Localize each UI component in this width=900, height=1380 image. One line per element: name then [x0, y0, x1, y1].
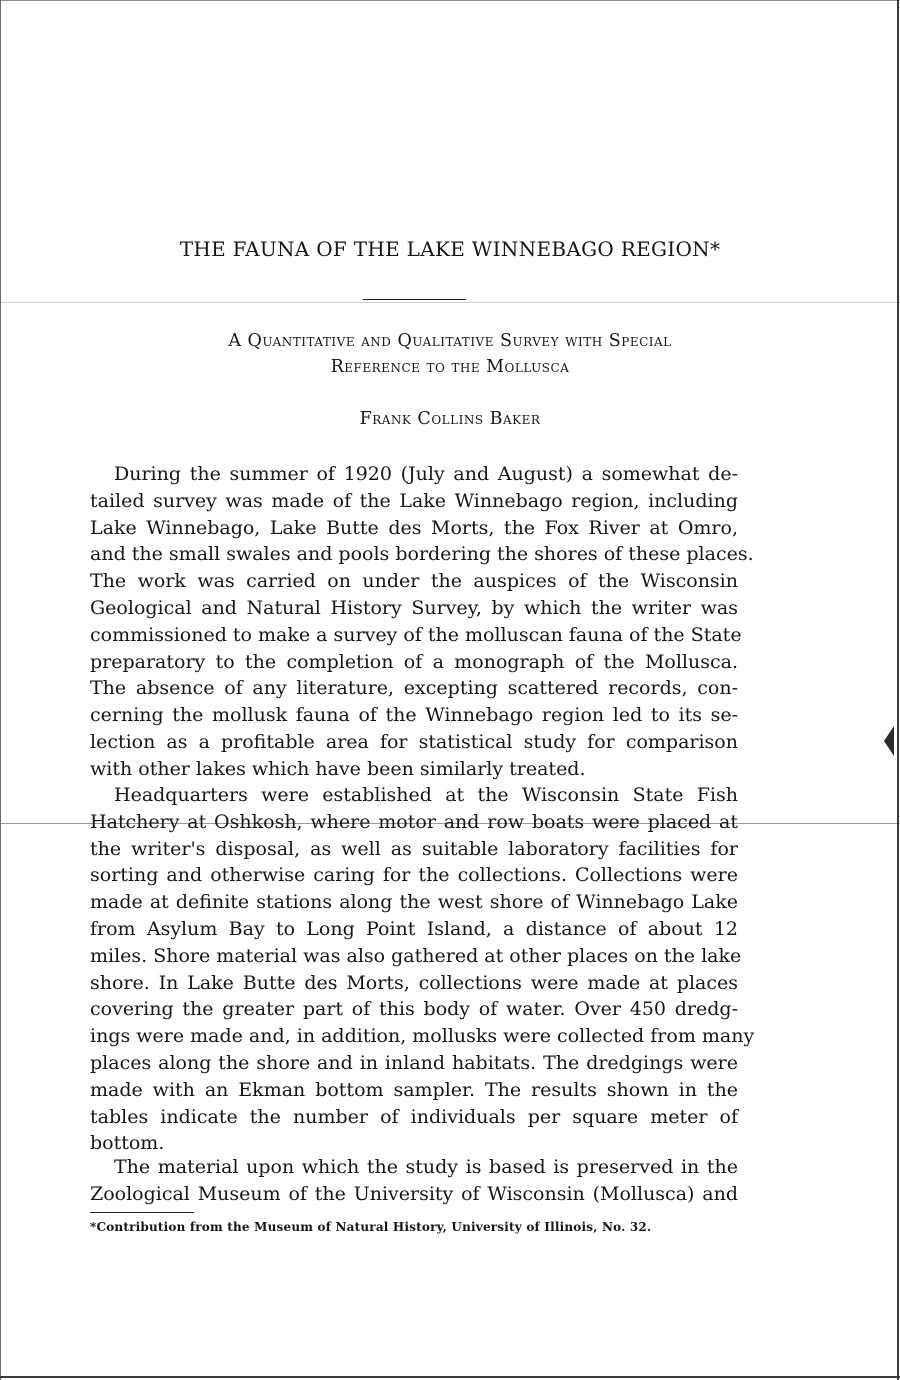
- article-author: Frank Collins Baker: [359, 409, 541, 429]
- text-line: tables indicate the number of individuals per square meter of: [90, 1105, 738, 1128]
- text-line: bottom.: [90, 1132, 165, 1155]
- text-line: Headquarters were established at the Wisconsin State Fish: [114, 784, 738, 806]
- text-line: Geological and Natural History Survey, by which the writer was: [90, 596, 738, 619]
- text-line: sorting and otherwise caring for the collections. Collections were: [90, 864, 738, 887]
- text-line: covering the greater part of this body of water. Over 450 dredg-: [90, 998, 738, 1021]
- title-divider: [363, 299, 466, 300]
- text-line: shore. In Lake Butte des Morts, collections were made at places: [90, 971, 738, 994]
- text-line: Lake Winnebago, Lake Butte des Morts, the Fox River at Omro,: [90, 516, 738, 539]
- margin-tab-mark: [884, 726, 894, 756]
- article-title: THE FAUNA OF THE LAKE WINNEBAGO REGION*: [179, 237, 721, 261]
- text-line: tailed survey was made of the Lake Winnebago region, including: [90, 489, 738, 512]
- text-line: The absence of any literature, excepting scattered records, con-: [90, 677, 738, 700]
- text-line: places along the shore and in inland habitats. The dredgings were: [90, 1051, 738, 1074]
- text-line: preparatory to the completion of a monograph of the Mollusca.: [90, 650, 738, 673]
- text-line: the writer's disposal, as well as suitable laboratory facilities for: [90, 837, 738, 860]
- page-fold-line: [0, 302, 900, 303]
- body-paragraph: [90, 1154, 738, 1208]
- text-line: The work was carried on under the auspices of the Wisconsin: [90, 570, 738, 593]
- text-line: The material upon which the study is based is preserved in the: [114, 1156, 738, 1178]
- subtitle-line: A Quantitative and Qualitative Survey with Special: [228, 331, 672, 351]
- text-line: Zoological Museum of the University of Wisconsin (Mollusca) and: [90, 1182, 738, 1205]
- text-line: lection as a profitable area for statistical study for comparison: [90, 730, 738, 753]
- page-edge: [0, 1376, 900, 1378]
- footnote-divider: [90, 1212, 194, 1213]
- text-line: ings were made and, in addition, mollusks were collected from many: [90, 1025, 755, 1048]
- text-line: from Asylum Bay to Long Point Island, a distance of about 12: [90, 917, 738, 940]
- body-paragraph: [90, 461, 754, 783]
- footnote: *Contribution from the Museum of Natural History, University of Illinois, No. 32.: [90, 1220, 652, 1234]
- text-line: made with an Ekman bottom sampler. The results shown in the: [90, 1078, 738, 1101]
- text-line: commissioned to make a survey of the molluscan fauna of the State: [90, 623, 742, 646]
- page-edge: [897, 0, 899, 1380]
- body-paragraph: [90, 782, 755, 1157]
- text-line: During the summer of 1920 (July and August) a somewhat de-: [114, 463, 738, 485]
- article-subtitle: [90, 328, 810, 380]
- text-line: miles. Shore material was also gathered at other places on the lake: [90, 944, 742, 967]
- page-fold-line: [0, 0, 900, 1]
- page-edge: [0, 0, 1, 1380]
- subtitle-line: Reference to the Mollusca: [330, 357, 570, 377]
- text-line: cerning the mollusk fauna of the Winnebago region led to its se-: [90, 704, 738, 727]
- text-line: and the small swales and pools bordering the shores of these places.: [90, 543, 754, 566]
- text-line: with other lakes which have been similarly treated.: [90, 757, 586, 780]
- text-line: made at definite stations along the west shore of Winnebago Lake: [90, 891, 738, 914]
- text-line: Hatchery at Oshkosh, where motor and row boats were placed at: [90, 810, 738, 833]
